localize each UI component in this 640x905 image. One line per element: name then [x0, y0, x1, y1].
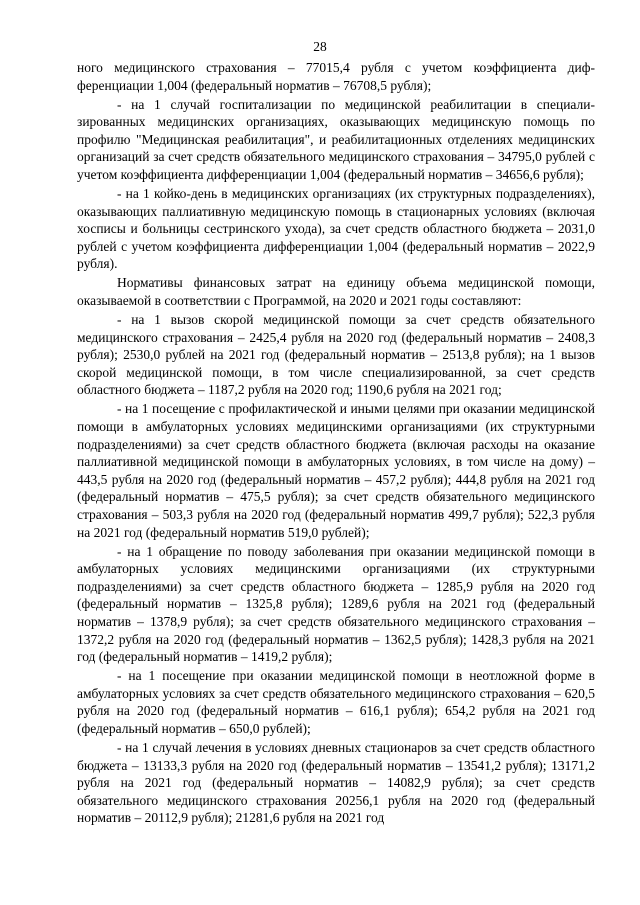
paragraph-day-hospital-case: - на 1 случай лечения в условиях дневных стационаров за счет средств областного бюджета – 13133,3 рубля на 2020 год (федеральный норматив – 13541,2 рубля); 13171,2 рубля на 2021 год (федеральный норматив – 14082,9 рубля); за счет средств обязательного медицинского страхования 20256,1 рубля на 2020 год (федеральный норматив – 20112,9 рубля); 21281,6 рубля на 2021 год: [77, 739, 595, 826]
paragraph-palliative-bed-day: - на 1 койко-день в медицинских организациях (их структурных подразделениях), оказывающих паллиативную медицинскую помощь в стационарных условиях (включая хосписы и больницы сестринского ухода), за счет средств областного бюджета – 2031,0 рублей с учетом коэффициента дифференциации 1,004 (федеральный норматив – 2022,9 рубля).: [77, 186, 595, 272]
paragraph-preventive-visit: - на 1 посещение с профилактической и иными целями при оказании медицинской помощи в амбулаторных условиях медицинскими организациями (их структурными подразделениями) за счет средств областного бюджета (включая расходы на оказание паллиативной медицинской помощи в амбулаторных условиях, в том числе на дому) – 443,5 рубля на 2020 год (федеральный норматив – 457,2 рубля); 444,8 рубля на 2021 год (федеральный норматив – 475,5 рубля); за счет средств обязательного медицинского страхования – 503,3 рубля на 2020 год (федеральный норматив 499,7 рубля); 522,3 рубля на 2021 год (федеральный норматив 519,0 рублей);: [77, 401, 595, 540]
document-body: [77, 59, 595, 827]
page-number: 28: [313, 39, 327, 54]
paragraph-ambulance-call: - на 1 вызов скорой медицинской помощи за счет средств обязательного медицинского страхования – 2425,4 рубля на 2020 год (федеральный норматив – 2408,3 рубля); 2530,0 рублей на 2021 год (федеральный норматив – 2513,8 рубля); на 1 вызов скорой медицинской помощи, в том числе специализированной, за счет средств областного бюджета – 1187,2 рубля на 2020 год; 1190,6 рубля на 2021 год;: [77, 312, 595, 398]
paragraph-cost-norms-intro: Нормативы финансовых затрат на единицу объема медицинской помощи, оказываемой в соответствии с Программой, на 2020 и 2021 годы составляют:: [77, 275, 595, 309]
paragraph-urgent-visit: - на 1 посещение при оказании медицинской помощи в неотложной форме в амбулаторных условиях за счет средств обязательного медицинского страхования – 620,5 рубля на 2020 год (федеральный норматив – 616,1 рубля); 654,2 рубля на 2021 год (федеральный норматив – 650,0 рублей);: [77, 668, 595, 736]
paragraph-rehabilitation-case: - на 1 случай госпитализации по медицинской реабилитации в специализированных медицинских организациях, оказывающих медицинскую помощь по профилю "Медицинская реабилитация", и реабилитационных отделениях медицинских организаций за счет средств обязательного медицинского страхования – 34795,0 рублей с учетом коэффициента дифференциации 1,004 (федеральный норматив – 34656,6 рубля);: [77, 96, 595, 182]
paragraph-disease-appeal: - на 1 обращение по поводу заболевания при оказании медицинской помощи в амбулаторных условиях медицинскими организациями (их структурными подразделениями) за счет средств областного бюджета – 1285,9 рубля на 2020 год (федеральный норматив – 1325,8 рубля); 1289,6 рубля на 2021 год (федеральный норматив – 1378,9 рубля); за счет средств обязательного медицинского страхования – 1372,2 рубля на 2020 год (федеральный норматив – 1362,5 рубля); 1428,3 рубля на 2021 год (федеральный норматив – 1419,2 рубля);: [77, 543, 595, 665]
paragraph-continuation: ного медицинского страхования – 77015,4 рубля с учетом коэффициента дифференциации 1,004 (федеральный норматив – 76708,5 рубля);: [77, 60, 595, 93]
